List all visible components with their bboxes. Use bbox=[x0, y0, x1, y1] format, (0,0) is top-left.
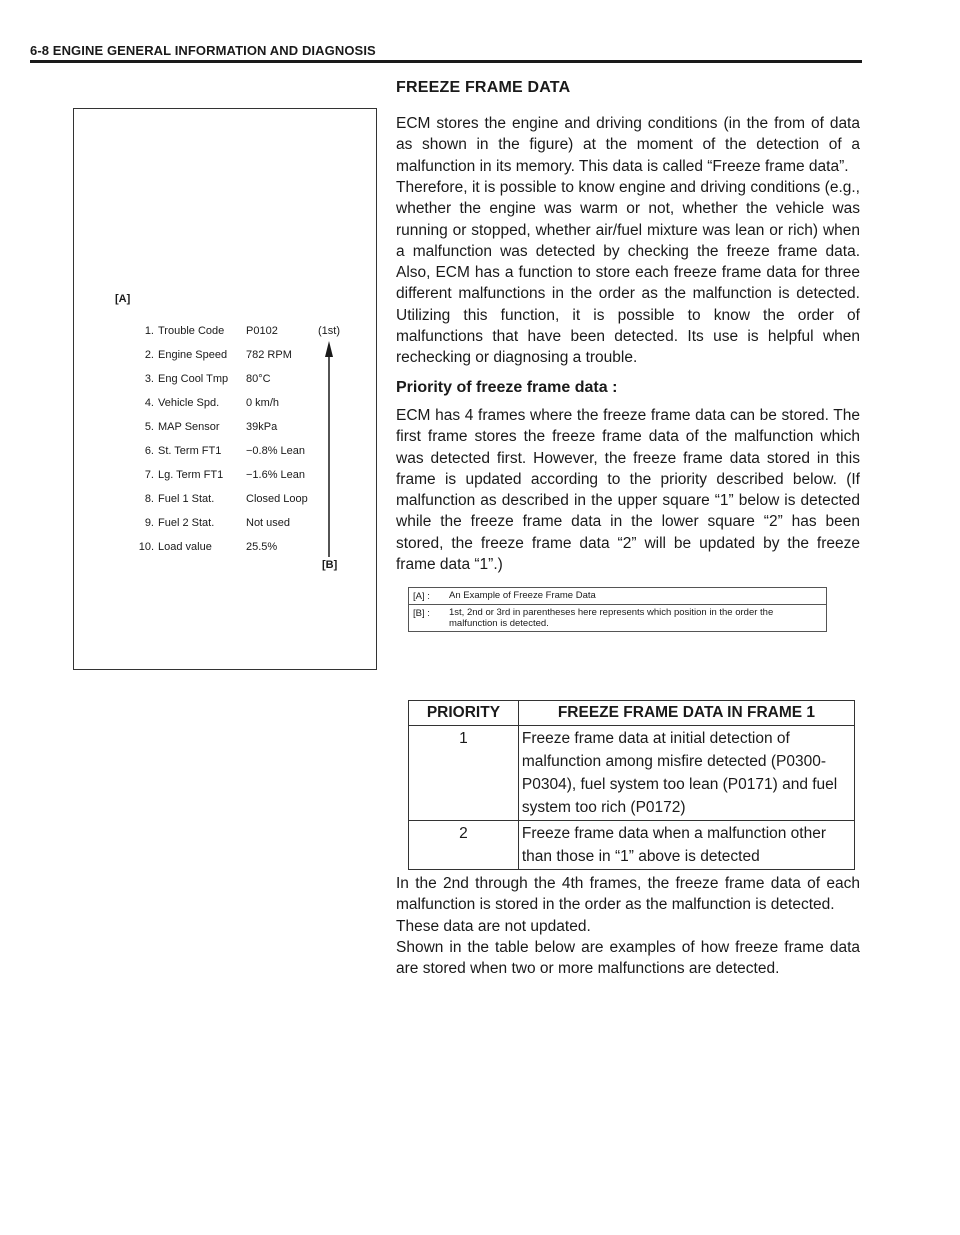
figure-row: 3. Eng Cool Tmp 80°C bbox=[144, 373, 271, 385]
conditions-paragraph: Therefore, it is possible to know engine and driving conditions (e.g., whether the engine was warm or not, whether the vehicle was running or stopped, whether air/fuel mixture was lean or rich) when a malfunction was detected by checking the freeze frame data. Also, ECM has a function to store each freeze frame data for three different malfunctions in the order as the malfunction is detected. Utilizing this function, it is possible to know the order of malfunctions that have been detected. Its use is helpful when rechecking or diagnosing a trouble. bbox=[396, 179, 860, 367]
figure-row: 5. MAP Sensor 39kPa bbox=[144, 421, 278, 433]
description-cell: Freeze frame data at initial detection of malfunction among misfire detected (P0300-P0304), fuel system too lean (P0171) and fuel system too rich (P0172) bbox=[518, 726, 854, 821]
section-title: FREEZE FRAME DATA bbox=[396, 79, 571, 96]
examples-paragraph: Shown in the table below are examples of how freeze frame data are stored when two or more malfunctions are detected. bbox=[396, 939, 860, 978]
order-arrow-icon bbox=[325, 341, 333, 557]
table-row bbox=[409, 821, 855, 870]
priority-cell: 2 bbox=[409, 821, 519, 870]
legend-divider bbox=[409, 604, 826, 605]
figure-tag-a: [A] bbox=[115, 293, 131, 305]
header-rule bbox=[30, 60, 862, 63]
freeze-frame-figure bbox=[73, 108, 377, 670]
not-updated-paragraph: These data are not updated. bbox=[396, 918, 591, 935]
figure-row: 7. Lg. Term FT1 −1.6% Lean bbox=[144, 469, 306, 481]
figure-row: 10. Load value 25.5% bbox=[138, 541, 278, 553]
description-cell: Freeze frame data when a malfunction other than those in “1” above is detected bbox=[518, 821, 854, 870]
figure-row: 8. Fuel 1 Stat. Closed Loop bbox=[144, 493, 308, 505]
intro-paragraph: ECM stores the engine and driving conditions (in the from of data as shown in the figure) at the moment of the detection of a malfunction in its memory. This data is called “Freeze frame data”. bbox=[396, 115, 860, 175]
page-header: 6-8 ENGINE GENERAL INFORMATION AND DIAGNOSIS bbox=[30, 43, 376, 58]
figure-order-label: (1st) bbox=[318, 325, 340, 337]
frames-paragraph: In the 2nd through the 4th frames, the freeze frame data of each malfunction is stored in the order as the malfunction is detected. bbox=[396, 875, 860, 914]
priority-paragraph: ECM has 4 frames where the freeze frame data can be stored. The first frame stores the freeze frame data of the malfunction which was detected first. However, the freeze frame data stored in this frame is updated according to the priority described below. (If malfunction as described in the upper square “1” below is detected while the freeze frame data in the lower square “2” has been stored, the freeze frame data “2” will be updated by the freeze frame data “1”.) bbox=[396, 407, 860, 574]
figure-tag-b: [B] bbox=[322, 559, 338, 571]
figure-legend: [A] : An Example of Freeze Frame Data [B] : 1st, 2nd or 3rd in parentheses here represents which position in the order the malfunction is detected. bbox=[408, 587, 827, 632]
priority-table bbox=[408, 700, 855, 870]
figure-row: 4. Vehicle Spd. 0 km/h bbox=[144, 397, 280, 409]
header-frame-data: FREEZE FRAME DATA IN FRAME 1 bbox=[518, 701, 854, 726]
figure-row: 9. Fuel 2 Stat. Not used bbox=[144, 517, 291, 529]
figure-row: 1. Trouble Code P0102 bbox=[144, 325, 278, 337]
priority-title: Priority of freeze frame data : bbox=[396, 379, 618, 396]
table-header-row bbox=[409, 701, 855, 726]
figure-row: 6. St. Term FT1 −0.8% Lean bbox=[144, 445, 306, 457]
priority-cell: 1 bbox=[409, 726, 519, 821]
figure-row: 2. Engine Speed 782 RPM bbox=[144, 349, 292, 361]
table-row bbox=[409, 726, 855, 821]
header-priority: PRIORITY bbox=[409, 701, 519, 726]
